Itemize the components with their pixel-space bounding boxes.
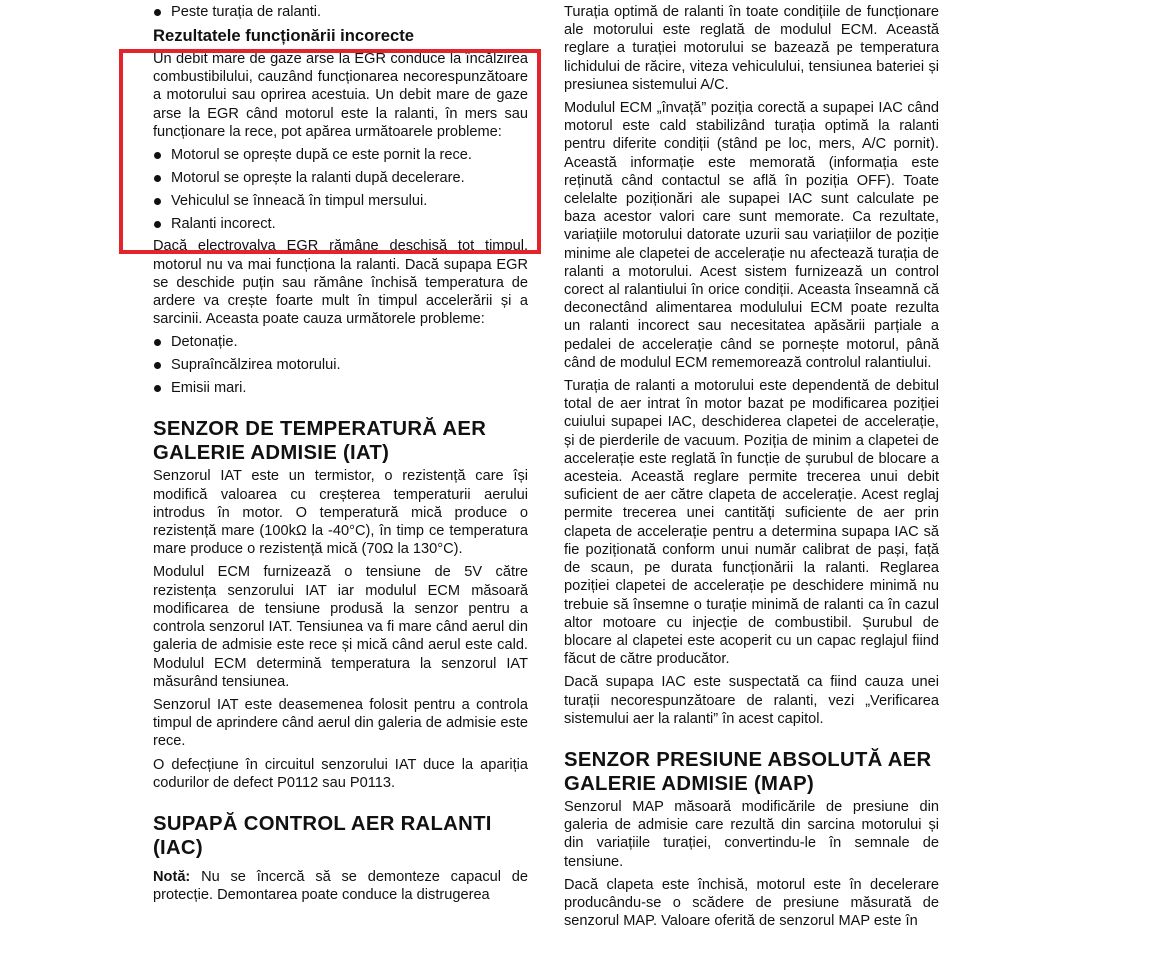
left-column <box>153 0 528 909</box>
list-item: Ralanti incorect. <box>153 215 528 233</box>
iac-note-paragraph <box>153 868 528 904</box>
map-heading: SENZOR PRESIUNE ABSOLUTĂ AER GALERIE ADMISIE (MAP) <box>564 748 932 795</box>
iac-heading: SUPAPĂ CONTROL AER RALANTI (IAC) <box>153 812 492 859</box>
egr-valve-bullets <box>153 333 528 397</box>
section-subheading: Rezultatele funcționării incorecte <box>153 25 414 45</box>
bullet-icon <box>154 175 161 182</box>
note-text: Nu se încercă să se demonteze capacul de protecție. Demontarea poate conduce la distrugerea <box>153 868 528 904</box>
iat-paragraph: Senzorul IAT este un termistor, o rezistență care își modifică valoarea cu creșterea temperaturii aerului introdus în motor. O temperatură mică produce o rezistență mare (100kΩ la -40°C), în timp ce temperatura mare produce o rezistență mică (70Ω la 130°C). <box>153 468 528 558</box>
list-item: Vehiculul se înneacă în timpul mersului. <box>153 192 528 210</box>
iat-paragraph: Modulul ECM furnizează o tensiune de 5V către rezistența senzorului IAT iar modulul ECM măsoară modificarea de tensiune produsă la senzor pentru a controla senzorul IAT. Tensiunea va fi mare când aerul din galeria de admisie este rece și mică când aerul este cald. Modulul ECM determină temperatura la senzorul IAT măsurând tensiunea. <box>153 564 528 690</box>
iat-paragraph: Senzorul IAT este deasemenea folosit pentru a controla timpul de aprindere când aerul din galeria de admisie este rece. <box>153 696 528 750</box>
iac-paragraph: Turația de ralanti a motorului este dependentă de debitul total de aer intrat în motor bazat pe modificarea poziției cuiului supapei IAC, deschiderea clapetei de accelerație, și de pierderile de vacuum. Poziția de minim a clapetei de accelerație este reglată în funcție de șurubul de blocare a acesteia. Această reglare permite trecerea unui debit suficient de aer către clapeta de accelerație. Acest reglaj permite trecerea unei cantități suficiente de aer prin clapeta de accelerație pentru a determina supapa IAC să fie poziționată conform unui număr calibrat de pași, față de scaun, pe durata funcționării la ralanti. Reglarea poziției clapetei de accelerație pe deschidere minimă nu trebuie să însemne o turație minimă de ralanti ca în cazul altor motoare cu injecție de combustibil. Șurubul de blocare al clapetei este acoperit cu un capac reglajul fiind făcut de către producător. <box>564 378 939 668</box>
bullet-icon <box>154 9 161 16</box>
right-column <box>564 0 939 935</box>
bullet-icon <box>154 152 161 159</box>
list-item: Supraîncălzirea motorului. <box>153 356 528 374</box>
top-bullet-list <box>153 3 528 21</box>
iac-paragraph: Modulul ECM „învață” poziția corectă a supapei IAC când motorul este cald stabilizând turația optimă la ralanti pentru diferite condiții (stând pe loc, mers, A/C pornit). Această informație este memorată (informația este reținută când contactul se află în poziția OFF). Toate celelalte poziționări ale supapei IAC sunt calculate pe baza acestor valori care sunt memorate. Ca rezultate, variațiile motorului datorate uzurii sau variațiilor de poziție minime ale clapetei de accelerație nu afectează turația de ralanti a motorului. Acest sistem furnizează un control corect al ralantiului în orice condiții. Aceasta înseamnă că deconectând alimentarea modulului ECM poate rezulta un ralanti incorect sau necesitatea apăsării parțiale a pedalei de accelerație când se pornește motorul, până când de modulul ECM rememorează controlul ralantiului. <box>564 100 939 371</box>
map-paragraph: Dacă clapeta este închisă, motorul este în decelerare producându-se o scădere de presiune măsurată de senzorul MAP. Valoare oferită de senzorul MAP este în <box>564 876 939 930</box>
bullet-icon <box>154 385 161 392</box>
list-item: Motorul se oprește după ce este pornit la rece. <box>153 146 528 164</box>
bullet-icon <box>154 339 161 346</box>
bullet-icon <box>154 362 161 369</box>
egr-high-flow-paragraph: Un debit mare de gaze arse la EGR conduce la încălzirea combustibilului, cauzând funcționarea necorespunzătoare a motorului sau oprirea acestuia. Un debit mare de gaze arse la EGR când motorul este la ralanti, în mers sau funcționare la rece, pot apărea următoarele probleme: <box>153 50 528 140</box>
list-item: Emisii mari. <box>153 379 528 397</box>
bullet-icon <box>154 221 161 228</box>
list-item: Motorul se oprește la ralanti după decelerare. <box>153 169 528 187</box>
list-item: Detonație. <box>153 333 528 351</box>
egr-valve-paragraph: Dacă electrovalva EGR rămâne deschisă tot timpul, motorul nu va mai funcționa la ralanti. Dacă supapa EGR se deschide puțin sau rămâne închisă temperatura de ardere va crește foarte mult în timpul accelerării și a sarcinii. Aceasta poate cauza următorele probleme: <box>153 238 528 328</box>
map-paragraph: Senzorul MAP măsoară modificările de presiune din galeria de admisie care rezultă din sarcina motorului și din variațiile turației, convertindu-le în semnale de tensiune. <box>564 798 939 870</box>
iac-paragraph: Turația optimă de ralanti în toate condițiile de funcționare ale motorului este reglată de modulul ECM. Această reglare a turației motorului se bazează pe temperatura lichidului de răcire, viteza vehiculului, tensiunea bateriei și presiunea sistemului A/C. <box>564 4 939 93</box>
iat-heading: SENZOR DE TEMPERATURĂ AER GALERIE ADMISIE (IAT) <box>153 418 487 465</box>
iac-paragraph: Dacă supapa IAC este suspectată ca fiind cauza unei turații necorespunzătoare de ralanti, vezi „Verificarea sistemului aer la ralanti” în acest capitol. <box>564 674 939 727</box>
bullet-icon <box>154 198 161 205</box>
list-item: Peste turația de ralanti. <box>153 3 528 21</box>
iat-paragraph: O defecțiune în circuitul senzorului IAT duce la apariția codurilor de defect P0112 sau P0113. <box>153 756 528 791</box>
note-label: Notă: <box>153 868 191 885</box>
egr-high-flow-bullets <box>153 146 528 233</box>
